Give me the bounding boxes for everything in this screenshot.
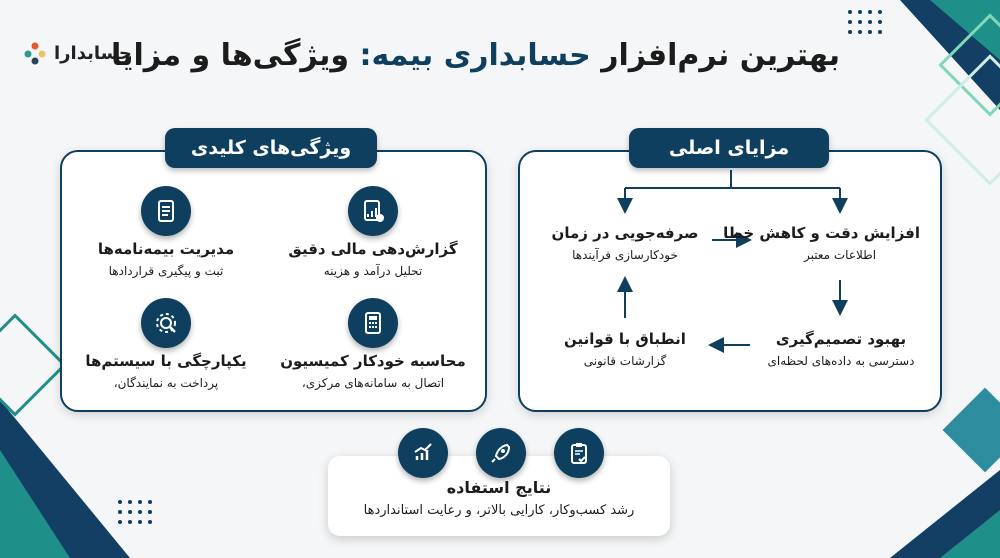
benefit-accuracy bbox=[723, 224, 920, 262]
feature-subtitle: اتصال به سامانه‌های مرکزی، bbox=[301, 376, 445, 390]
benefits-heading: مزایای اصلی bbox=[629, 128, 829, 168]
benefit-subtitle: خودکارسازی فرآیندها bbox=[572, 248, 678, 262]
calculator-icon bbox=[348, 298, 398, 348]
logo-text: حسابدارا bbox=[54, 42, 132, 64]
feature-policy-management bbox=[76, 240, 256, 278]
feature-title: یکپارچگی با سیستم‌ها bbox=[85, 352, 247, 370]
feature-title: گزارش‌دهی مالی دقیق bbox=[288, 240, 458, 258]
results-title: نتایج استفاده bbox=[446, 478, 552, 497]
benefit-title: بهبود تصمیم‌گیری bbox=[775, 330, 907, 348]
benefit-time-saving bbox=[545, 224, 705, 262]
benefit-subtitle: اطلاعات معتبر bbox=[803, 248, 877, 262]
feature-subtitle: پرداخت به نمایندگان، bbox=[113, 376, 219, 390]
rocket-icon bbox=[476, 428, 526, 478]
results-subtitle: رشد کسب‌وکار، کارایی بالاتر، و رعایت استانداردها bbox=[363, 503, 635, 518]
feature-financial-reporting bbox=[283, 240, 463, 278]
benefit-decision-making bbox=[748, 330, 934, 368]
title-part-1: بهترین نرم‌افزار bbox=[601, 38, 840, 73]
gear-wrench-icon bbox=[141, 298, 191, 348]
clipboard-check-icon bbox=[554, 428, 604, 478]
document-icon bbox=[141, 186, 191, 236]
growth-chart-icon bbox=[398, 428, 448, 478]
benefit-subtitle: دسترسی به داده‌های لحظه‌ای bbox=[767, 354, 915, 368]
benefit-compliance bbox=[545, 330, 705, 368]
benefit-title: افزایش دقت و کاهش خطا bbox=[723, 224, 920, 242]
title-highlight: حسابداری بیمه: bbox=[359, 38, 591, 73]
feature-subtitle: ثبت و پیگیری قراردادها bbox=[108, 264, 224, 278]
report-chart-icon bbox=[348, 186, 398, 236]
feature-title: محاسبه خودکار کمیسیون bbox=[280, 352, 466, 370]
feature-subtitle: تحلیل درآمد و هزینه bbox=[323, 264, 423, 278]
benefit-subtitle: گزارشات قانونی bbox=[583, 354, 667, 368]
features-heading: ویژگی‌های کلیدی bbox=[165, 128, 377, 168]
title-part-2: ویژگی‌ها و مزایا bbox=[110, 38, 350, 73]
benefit-title: انطباق با قوانین bbox=[564, 330, 686, 348]
feature-system-integration bbox=[76, 352, 256, 390]
feature-commission-calculation bbox=[276, 352, 470, 390]
feature-title: مدیریت بیمه‌نامه‌ها bbox=[97, 240, 235, 258]
benefit-title: صرفه‌جویی در زمان bbox=[551, 224, 699, 242]
